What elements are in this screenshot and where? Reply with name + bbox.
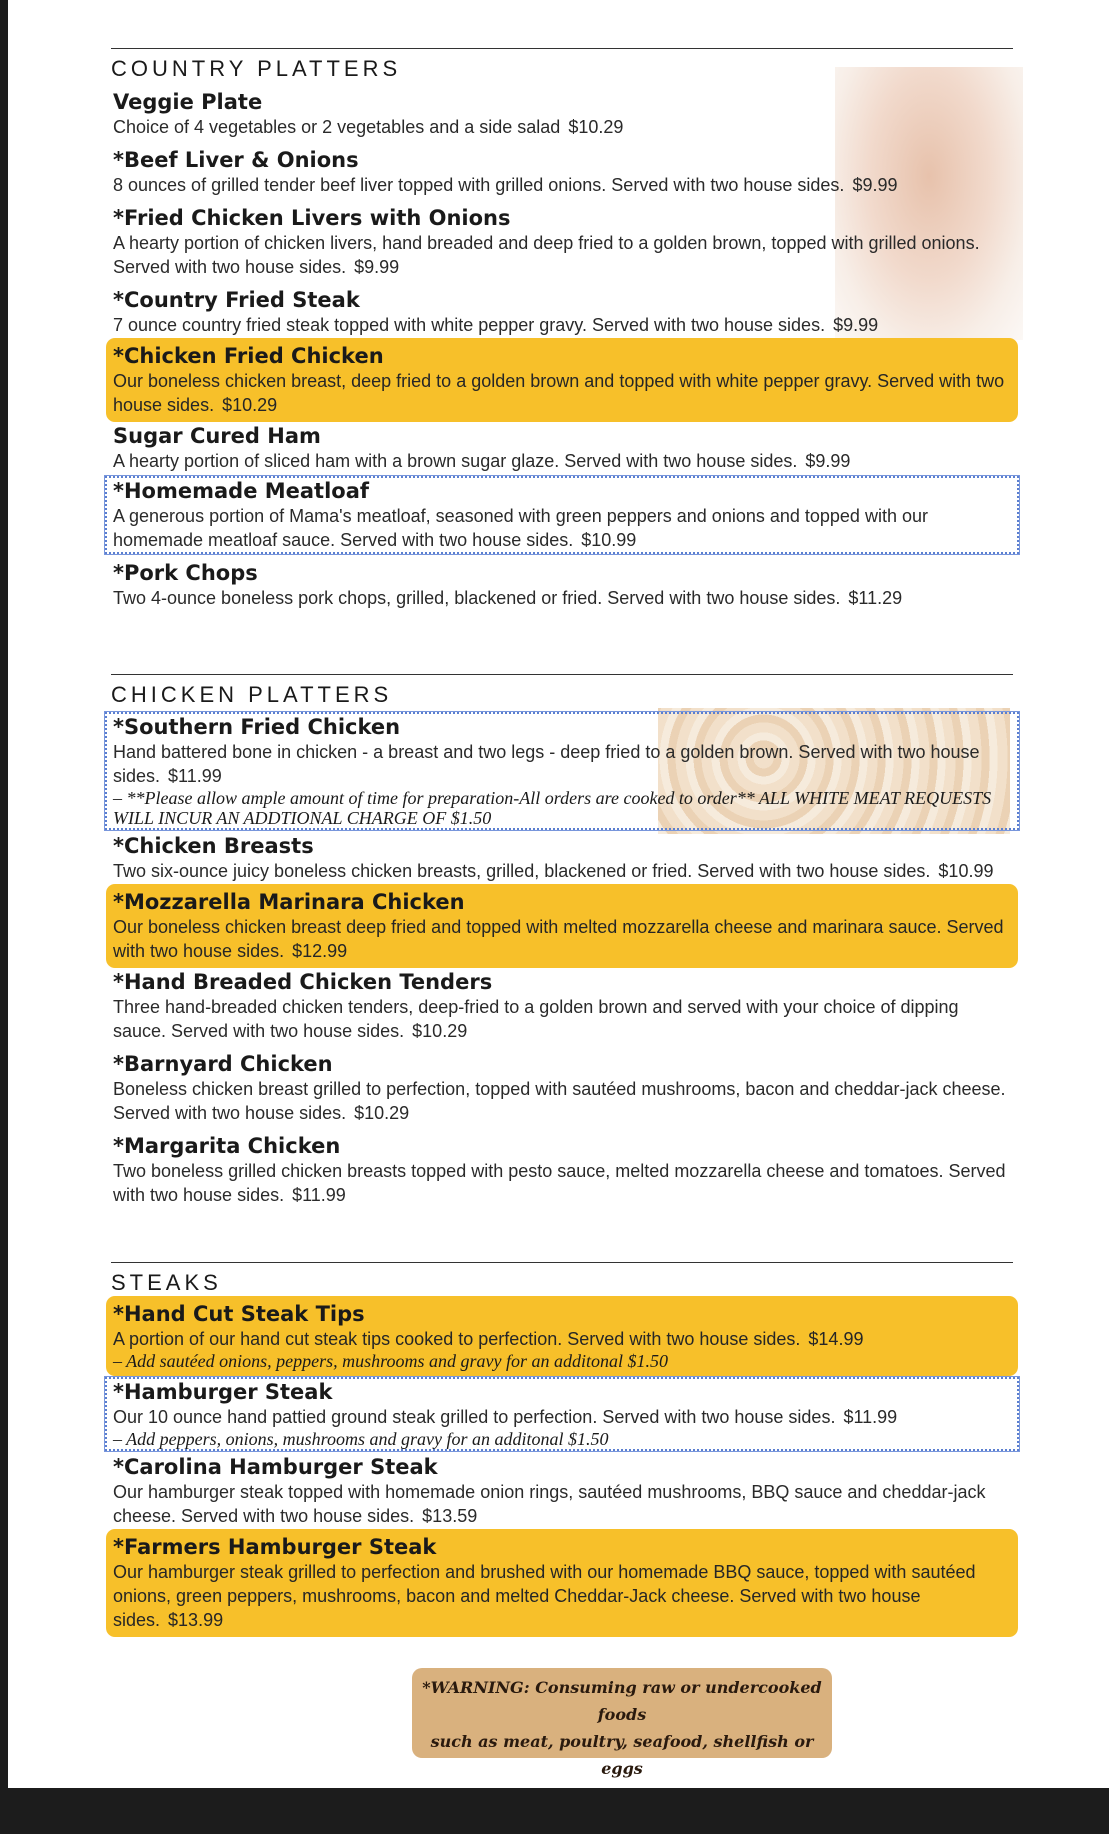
item-note: – Add sautéed onions, peppers, mushrooms and gravy for an additonal $1.50 xyxy=(113,1351,668,1371)
section-title: STEAKS xyxy=(111,1270,222,1295)
item-price: $9.99 xyxy=(805,451,851,471)
item-description: Hand battered bone in chicken - a breast and two legs - deep fried to a golden brown. Served with two house sides. $11.99 xyxy=(113,742,980,786)
item-price: $10.99 xyxy=(581,530,637,550)
item-name: *Homemade Meatloaf xyxy=(113,479,370,503)
item-description: A hearty portion of sliced ham with a brown sugar glaze. Served with two house sides. $9.99 xyxy=(113,451,851,471)
menu-item xyxy=(111,147,1013,197)
menu-item-highlighted xyxy=(111,1301,1013,1371)
item-description: Our boneless chicken breast deep fried and topped with melted mozzarella cheese and marinara sauce. Served with two house sides. $12.99 xyxy=(113,917,1004,961)
item-name: *Hamburger Steak xyxy=(113,1380,333,1404)
menu-item-highlighted xyxy=(111,343,1013,417)
item-description: A hearty portion of chicken livers, hand breaded and deep fried to a golden brown, topped with grilled onions. Served with two house sides. $9.99 xyxy=(113,233,980,277)
item-name: *Pork Chops xyxy=(113,561,258,585)
menu-item xyxy=(111,1133,1013,1207)
item-price: $11.99 xyxy=(292,1185,346,1205)
menu-item xyxy=(111,287,1013,337)
item-note: – **Please allow ample amount of time for preparation-All orders are cooked to order** ALL WHITE MEAT REQUESTS WILL INCUR AN ADDTIONAL CHARGE OF $1.50 xyxy=(113,788,992,828)
item-price: $11.99 xyxy=(843,1407,898,1427)
section-divider xyxy=(111,674,1013,675)
menu-item-highlighted xyxy=(111,889,1013,963)
item-name: Veggie Plate xyxy=(113,90,263,114)
item-name: *Beef Liver & Onions xyxy=(113,148,359,172)
item-price: $11.99 xyxy=(168,766,222,786)
menu-item xyxy=(111,1454,1013,1528)
item-description: Our boneless chicken breast, deep fried to a golden brown and topped with white pepper gravy. Served with two house sides. $10.29 xyxy=(113,371,1005,415)
section-divider xyxy=(111,1262,1013,1263)
section-chicken-platters xyxy=(111,674,1013,1207)
item-description: Two 4-ounce boneless pork chops, grilled, blackened or fried. Served with two house sides. $11.29 xyxy=(113,588,903,608)
item-description: A generous portion of Mama's meatloaf, seasoned with green peppers and onions and topped with our homemade meatloaf sauce. Served with two house sides. $10.99 xyxy=(113,506,928,550)
item-name: Sugar Cured Ham xyxy=(113,424,321,448)
item-price: $14.99 xyxy=(808,1329,864,1349)
item-description: Our 10 ounce hand pattied ground steak grilled to perfection. Served with two house sides. $11.99 xyxy=(113,1407,898,1427)
section-title: CHICKEN PLATTERS xyxy=(111,682,393,707)
frame-left-edge xyxy=(0,0,8,1834)
item-price: $10.29 xyxy=(568,117,624,137)
item-name: *Barnyard Chicken xyxy=(113,1052,333,1076)
section-divider xyxy=(111,48,1013,49)
frame-bottom-edge xyxy=(0,1788,1109,1834)
menu-item xyxy=(111,89,1013,139)
item-note: – Add peppers, onions, mushrooms and gravy for an additonal $1.50 xyxy=(113,1429,609,1449)
menu-item-boxed xyxy=(105,476,1019,554)
item-name: *Chicken Breasts xyxy=(113,834,314,858)
item-description: 8 ounces of grilled tender beef liver topped with grilled onions. Served with two house sides. $9.99 xyxy=(113,175,898,195)
item-price: $12.99 xyxy=(292,941,348,961)
item-description: Two boneless grilled chicken breasts topped with pesto sauce, melted mozzarella cheese and tomatoes. Served with two house sides. $11.99 xyxy=(113,1161,1006,1205)
item-price: $10.29 xyxy=(222,395,278,415)
item-description: Our hamburger steak topped with homemade onion rings, sautéed mushrooms, BBQ sauce and cheddar-jack cheese. Served with two house sides. $13.59 xyxy=(113,1482,986,1526)
section-steaks xyxy=(111,1262,1013,1638)
item-name: *Fried Chicken Livers with Onions xyxy=(113,206,511,230)
warning-line: *WARNING: Consuming raw or undercooked foods xyxy=(422,1678,822,1724)
item-price: $11.29 xyxy=(848,588,903,608)
menu-item-highlighted xyxy=(111,1534,1013,1632)
menu-item-boxed xyxy=(105,712,1019,830)
item-price: $13.59 xyxy=(422,1506,478,1526)
item-price: $9.99 xyxy=(833,315,879,335)
menu-page xyxy=(8,0,1109,1788)
item-name: *Carolina Hamburger Steak xyxy=(113,1455,438,1479)
section-title: COUNTRY PLATTERS xyxy=(111,56,402,81)
item-name: *Farmers Hamburger Steak xyxy=(113,1535,437,1559)
menu-item xyxy=(111,833,1013,883)
menu-item xyxy=(111,560,1013,610)
warning-line: such as meat, poultry, seafood, shellfish or eggs xyxy=(430,1732,814,1778)
item-price: $9.99 xyxy=(354,257,400,277)
item-description: Two six-ounce juicy boneless chicken breasts, grilled, blackened or fried. Served with two house sides. $10.99 xyxy=(113,861,994,881)
item-name: *Chicken Fried Chicken xyxy=(113,344,384,368)
item-description: Choice of 4 vegetables or 2 vegetables and a side salad $10.29 xyxy=(113,117,624,137)
item-price: $10.99 xyxy=(938,861,994,881)
item-name: *Country Fried Steak xyxy=(113,288,360,312)
menu-item xyxy=(111,969,1013,1043)
item-name: *Mozzarella Marinara Chicken xyxy=(113,890,465,914)
menu-item xyxy=(111,1051,1013,1125)
menu-item xyxy=(111,423,1013,473)
item-name: *Hand Breaded Chicken Tenders xyxy=(113,970,493,994)
item-description: A portion of our hand cut steak tips cooked to perfection. Served with two house sides. $14.99 xyxy=(113,1329,864,1349)
item-name: *Margarita Chicken xyxy=(113,1134,341,1158)
item-description: 7 ounce country fried steak topped with white pepper gravy. Served with two house sides. $9.99 xyxy=(113,315,879,335)
item-price: $10.29 xyxy=(354,1103,410,1123)
section-country-platters xyxy=(111,48,1013,610)
item-price: $13.99 xyxy=(168,1610,224,1630)
item-name: *Southern Fried Chicken xyxy=(113,715,401,739)
item-name: *Hand Cut Steak Tips xyxy=(113,1302,365,1326)
menu-item-boxed xyxy=(105,1377,1019,1451)
item-description: Three hand-breaded chicken tenders, deep-fried to a golden brown and served with your choice of dipping sauce. Served with two house sides. $10.29 xyxy=(113,997,959,1041)
item-description: Boneless chicken breast grilled to perfection, topped with sautéed mushrooms, bacon and cheddar-jack cheese. Served with two house sides. $10.29 xyxy=(113,1079,1006,1123)
item-price: $10.29 xyxy=(412,1021,468,1041)
menu-item xyxy=(111,205,1013,279)
item-price: $9.99 xyxy=(852,175,898,195)
foodborne-illness-warning xyxy=(412,1668,832,1778)
item-description: Our hamburger steak grilled to perfection and brushed with our homemade BBQ sauce, topped with sautéed onions, green peppers, mushrooms, bacon and melted Cheddar-Jack cheese. Served with two house sides. $13.99 xyxy=(113,1562,976,1630)
